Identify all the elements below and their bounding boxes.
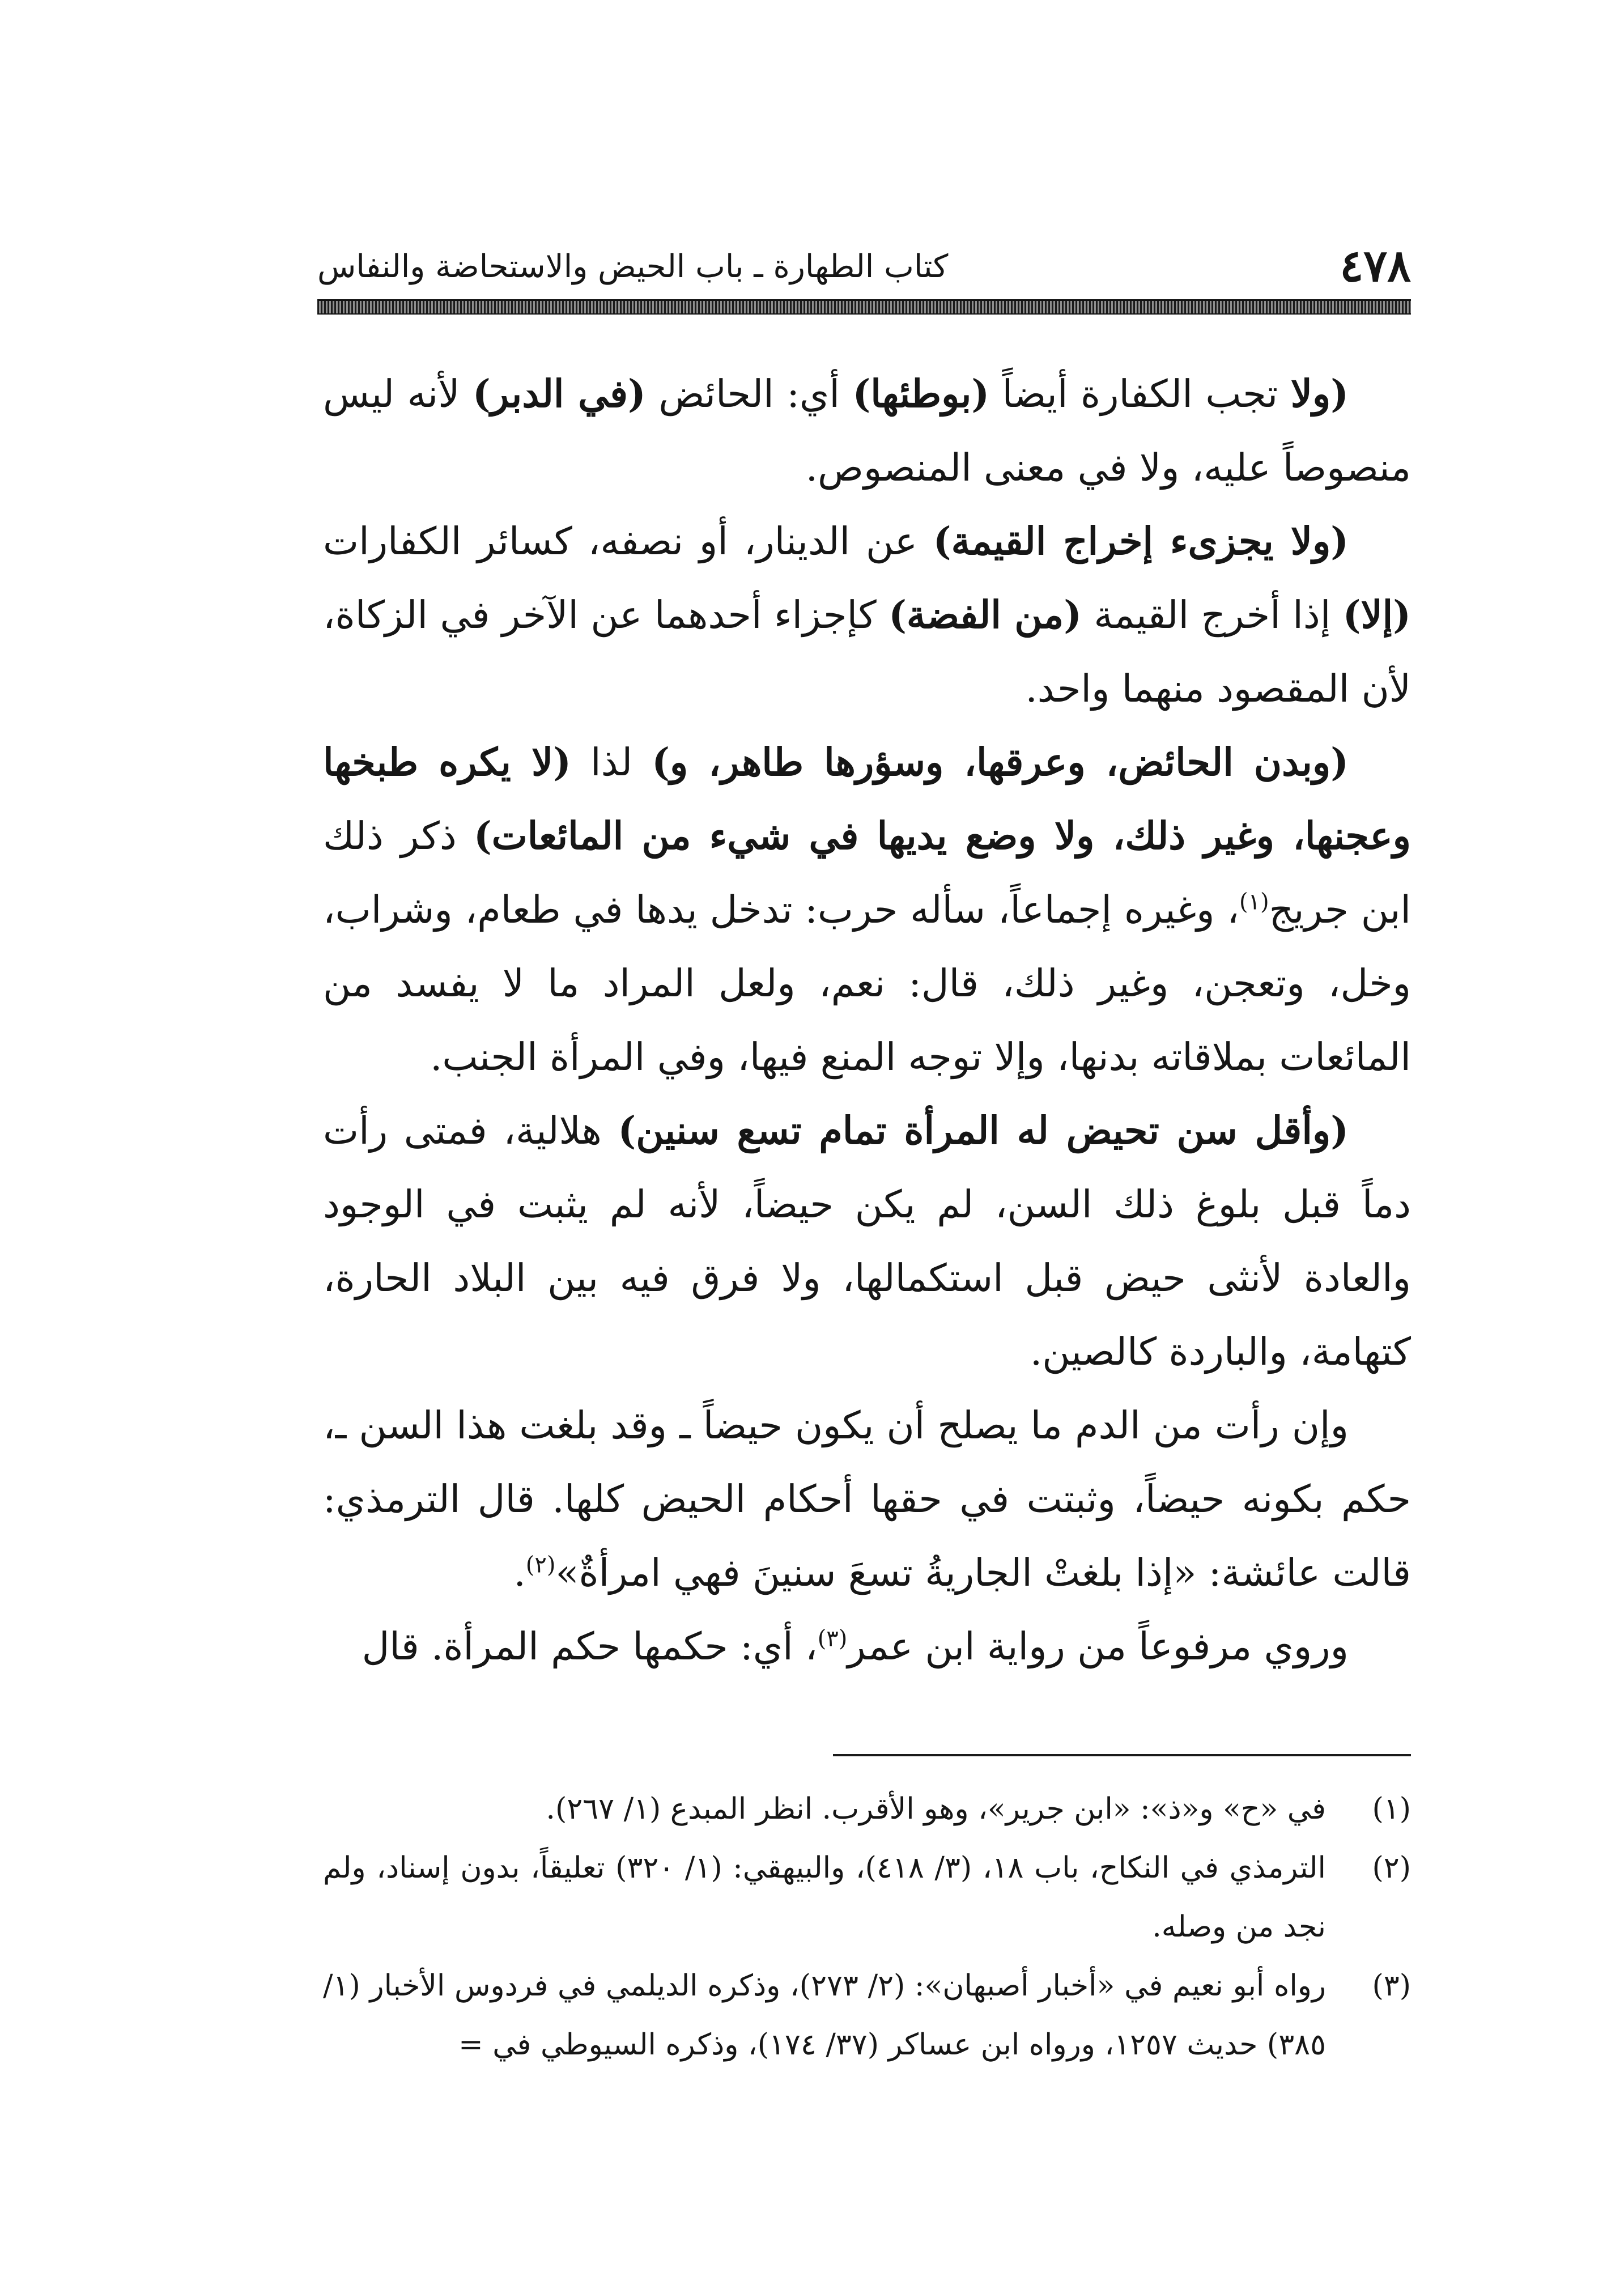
bold-term: (ولا <box>1290 371 1349 416</box>
text-run: إذا أخرج القيمة <box>1081 593 1343 637</box>
text-run: لأنه ليس منصوصاً عليه، ولا في معنى المنصوص. <box>323 372 1411 490</box>
footnote-text: في «ح» و«ذ»: «ابن جرير»، وهو الأقرب. انظر المبدع (١/ ٢٦٧). <box>546 1792 1326 1826</box>
text-run: وروي مرفوعاً من رواية ابن عمر <box>847 1624 1349 1668</box>
footnote-number: (١) <box>1372 1792 1411 1826</box>
text-run: وإن رأت من الدم ما يصلح أن يكون حيضاً ـ وقد بلغت هذا السن ـ، حكم بكونه حيضاً، وثبتت في حقها أحكام الحيض كلها. قال الترمذي: قالت عائشة: «إذا بلغتْ الجاريةُ تسعَ سنينَ فهي امرأةٌ» <box>323 1403 1411 1595</box>
text-run: كإجزاء أحدهما عن الآخر في الزكاة، لأن المقصود منهما واحد. <box>323 593 1411 711</box>
bold-term: (لا يكره طبخها وعجنها، وغير ذلك، ولا وضع يديها في شيء من المائعات) <box>323 740 1411 858</box>
footnotes <box>323 1780 1411 2074</box>
paragraph-4 <box>323 1094 1411 1388</box>
text-run: عن الدينار، أو نصفه، كسائر الكفارات <box>323 519 933 563</box>
bold-term: (من الفضة) <box>888 592 1082 637</box>
bold-term: (ولا يجزىء إخراج القيمة) <box>933 519 1349 563</box>
text-run: ، وغيره إجماعاً، سأله حرب: تدخل يدها في طعام، وشراب، وخل، وتعجن، وغير ذلك، قال: نعم، ولعل المراد ما لا يفسد من المائعات بملاقاته بدنها، وإلا توجه المنع فيها، وفي المرأة الجنب. <box>323 888 1411 1079</box>
main-text <box>323 357 1411 1683</box>
footnote-ref: (١) <box>1239 889 1269 915</box>
page-number: ٤٧٨ <box>1340 240 1411 292</box>
bold-term: (بوطئها) <box>852 371 990 416</box>
page-header <box>317 238 1411 300</box>
bold-term: (وبدن الحائض، وعرقها، وسؤرها طاهر، و) <box>652 740 1349 784</box>
text-run: ذكر ذلك ابن جريج <box>323 814 1411 932</box>
text-run: . <box>513 1551 526 1595</box>
footnote-rule <box>833 1754 1411 1756</box>
footnote-2 <box>323 1838 1411 1956</box>
footnote-text: رواه أبو نعيم في «أخبار أصبهان»: (٢/ ٢٧٣)، وذكره الديلمي في فردوس الأخبار (١/ ٣٨٥) حديث ١٢٥٧، ورواه ابن عساكر (٣٧/ ١٧٤)، وذكره السيوطي في = <box>323 1969 1326 2062</box>
text-run: أي: الحائض <box>645 372 853 416</box>
text-run: ، أي: حكمها حكم المرأة. قال <box>362 1624 818 1668</box>
header-rule <box>317 299 1411 315</box>
paragraph-5 <box>323 1388 1411 1610</box>
text-run: هلالية، فمتى رأت دماً قبل بلوغ ذلك السن، لم يكن حيضاً، لأنه لم يثبت في الوجود والعادة لأنثى حيض قبل استكمالها، ولا فرق فيه بين البلاد الحارة، كتهامة، والباردة كالصين. <box>323 1109 1411 1374</box>
text-run: تجب الكفارة أيضاً <box>989 372 1291 416</box>
paragraph-2 <box>323 504 1411 725</box>
footnote-ref: (٢) <box>525 1552 556 1578</box>
footnote-number: (٣) <box>1372 1969 1411 2003</box>
text-run: لذا <box>571 740 652 784</box>
bold-term: (في الدبر) <box>473 371 646 416</box>
paragraph-3 <box>323 725 1411 1094</box>
footnote-text: الترمذي في النكاح، باب ١٨، (٣/ ٤١٨)، والبيهقي: (١/ ٣٢٠) تعليقاً، بدون إسناد، ولم نجد من وصله. <box>323 1851 1326 1944</box>
running-title: كتاب الطهارة ـ باب الحيض والاستحاضة والنفاس <box>317 248 949 285</box>
paragraph-1 <box>323 357 1411 504</box>
footnote-ref: (٣) <box>817 1625 848 1652</box>
footnote-3 <box>323 1956 1411 2074</box>
bold-term: (وأقل سن تحيض له المرأة تمام تسع سنين) <box>618 1108 1349 1153</box>
bold-term: (إلا) <box>1342 592 1411 637</box>
footnote-number: (٢) <box>1372 1851 1411 1885</box>
paragraph-6 <box>323 1610 1411 1683</box>
footnote-1 <box>323 1780 1411 1838</box>
